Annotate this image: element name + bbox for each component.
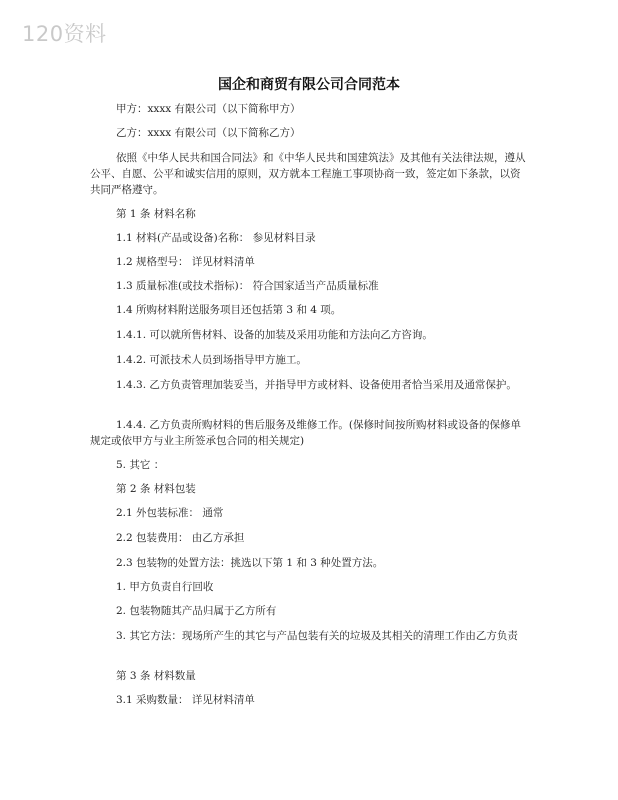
document-title: 国企和商贸有限公司合同范本 [218,77,400,93]
disposal-option-1: 1. 甲方负责自行回收 [116,581,214,593]
disposal-option-2: 2. 包装物随其产品归属于乙方所有 [116,605,277,617]
article-2-heading: 第 2 条 材料包装 [116,483,196,495]
preamble-paragraph: 依照《中华人民共和国合同法》和《中华人民共和国建筑法》及其他有关法律法规，遵从公平、自愿、公平和诚实信用的原则，双方就本工程施工事项协商一致，签定如下条款，以资共同严格遵守。 [90,152,526,196]
clause-1-4-3: 1.4.3. 乙方负责管理加装妥当，并指导甲方或材料、设备使用者恰当采用及通常保护。 [116,379,517,391]
disposal-option-3: 3. 其它方法：现场所产生的其它与产品包装有关的垃圾及其相关的清理工作由乙方负责 [116,630,518,642]
party-a-line: 甲方：xxxx 有限公司（以下简称甲方） [116,103,301,115]
clause-1-4-2: 1.4.2. 可派技术人员到场指导甲方施工。 [116,354,307,366]
clause-1-1: 1.1 材料(产品或设备)名称： 参见材料目录 [116,232,316,244]
clause-2-3: 2.3 包装物的处置方法：挑选以下第 1 和 3 种处置方法。 [116,557,384,569]
clause-5-other: 5. 其它 ： [116,459,165,471]
clause-1-3: 1.3 质量标准(或技术指标)： 符合国家适当产品质量标准 [116,280,379,292]
article-3-heading: 第 3 条 材料数量 [116,670,196,682]
clause-3-1: 3.1 采购数量： 详见材料清单 [116,694,255,706]
clause-1-4-1: 1.4.1. 可以就所售材料、设备的加装及采用功能和方法向乙方咨询。 [116,329,433,341]
clause-2-1: 2.1 外包装标准： 通常 [116,507,224,519]
clause-1-4: 1.4 所购材料附送服务项目还包括第 3 和 4 项。 [116,304,342,316]
article-1-heading: 第 1 条 材料名称 [116,208,196,220]
watermark-logo: 120资料 [22,22,107,46]
clause-1-4-4: 1.4.4. 乙方负责所购材料的售后服务及维修工作。(保修时间按所购材料或设备的保修单规定或依甲方与业主所签承包合同的相关规定) [90,419,521,447]
clause-2-2: 2.2 包装费用： 由乙方承担 [116,532,245,544]
party-b-line: 乙方：xxxx 有限公司（以下简称乙方） [116,127,301,139]
clause-1-2: 1.2 规格型号： 详见材料清单 [116,256,255,268]
